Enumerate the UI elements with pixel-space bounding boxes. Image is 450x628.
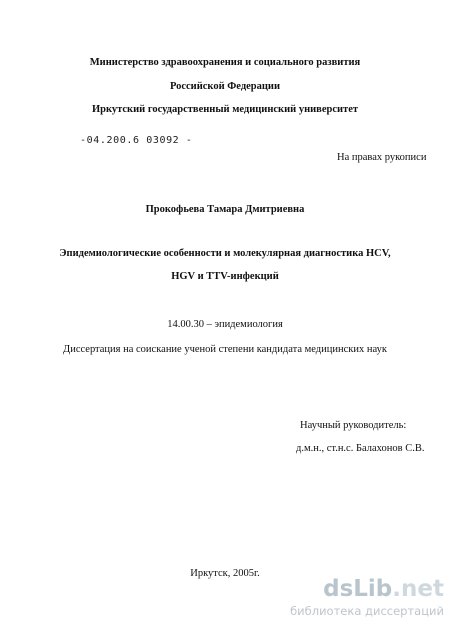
specialty-code: 14.00.30 – эпидемиология (167, 319, 283, 330)
watermark-subtitle: библиотека диссертаций (290, 604, 444, 618)
manuscript-rights-note: На правах рукописи (337, 152, 427, 163)
watermark-logo-tld: .net (392, 576, 444, 602)
author-name: Прокофьева Тамара Дмитриевна (145, 204, 305, 215)
dissertation-title-line-1: Эпидемиологические особенности и молекулярная диагностика HCV, (59, 248, 391, 259)
city-and-year: Иркутск, 2005г. (190, 568, 260, 579)
watermark-logo (323, 575, 444, 603)
dslib-watermark (290, 575, 450, 625)
supervisor-label: Научный руководитель: (300, 420, 407, 431)
watermark-logo-main: dsLib (323, 576, 393, 602)
federation-name: Российской Федерации (169, 81, 281, 92)
university-name: Иркутский государственный медицинский университет (91, 104, 359, 115)
registration-stamp: -04.200.6 03092 - (80, 135, 193, 146)
dissertation-title-line-2: HGV и TTV-инфекций (171, 271, 279, 282)
supervisor-name: д.м.н., ст.н.с. Балахонов С.В. (296, 443, 425, 454)
ministry-name: Министерство здравоохранения и социального развития (89, 57, 361, 68)
degree-statement: Диссертация на соискание ученой степени кандидата медицинских наук (63, 344, 387, 355)
